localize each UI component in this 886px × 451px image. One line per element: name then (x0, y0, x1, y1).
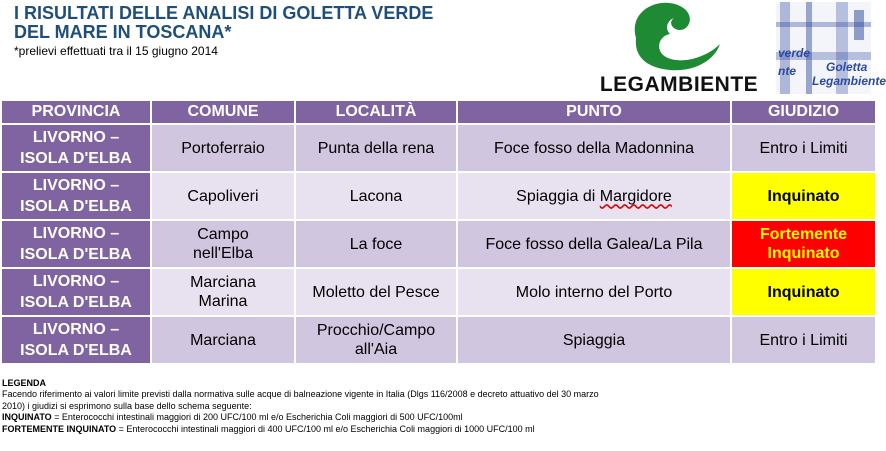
cell-provincia: LIVORNO – ISOLA D'ELBA (2, 173, 150, 219)
table-row (2, 317, 875, 363)
swan-icon (598, 0, 760, 74)
badge-text-verde: verde (778, 46, 811, 60)
header-giudizio: GIUDIZIO (732, 101, 875, 123)
logo-text: LEGAMBIENTE (599, 73, 759, 96)
cell-localita: Punta della rena (296, 125, 456, 171)
cell-punto: Spiaggia (458, 317, 730, 363)
cell-localita: Procchio/Campo all'Aia (296, 317, 456, 363)
header-punto: PUNTO (458, 101, 730, 123)
badge-text-nte: nte (778, 64, 796, 78)
badge-text-legambiente: Legambiente (812, 74, 886, 88)
legend-fortemente-inquinato: FORTEMENTE INQUINATO = Enterococchi intestinali maggiori di 400 UFC/100 ml e/o Escherichia Coli maggiori di 1000 UFC/100 ml (2, 423, 535, 434)
cell-giudizio-fortemente-inquinato: Fortemente Inquinato (732, 221, 875, 267)
cell-provincia: LIVORNO – ISOLA D'ELBA (2, 269, 150, 315)
subtitle: *prelievi effettuati tra il 15 giugno 2014 (14, 44, 218, 58)
cell-provincia: LIVORNO – ISOLA D'ELBA (2, 221, 150, 267)
cell-giudizio: Entro i Limiti (732, 317, 875, 363)
table-row (2, 173, 875, 219)
cell-localita: Moletto del Pesce (296, 269, 456, 315)
header-localita: LOCALITÀ (296, 101, 456, 123)
title-line-2: DEL MARE IN TOSCANA* (14, 22, 232, 42)
cell-provincia: LIVORNO – ISOLA D'ELBA (2, 317, 150, 363)
legend-text-1: Facendo riferimento ai valori limite previsti dalla normativa sulle acque di balneazione vigente in Italia (Dlgs 116/2008 e decreto attuativo del 30 marzo (2, 389, 599, 400)
legend-inquinato: INQUINATO = Enterococchi intestinali maggiori di 200 UFC/100 ml e/o Escherichia Coli maggiori di 500 UFC/100ml (2, 412, 463, 423)
cell-punto: Foce fosso della Madonnina (458, 125, 730, 171)
cell-comune: Portoferraio (152, 125, 294, 171)
legend-text-2: 2010) i giudizi si esprimono sulla base dello schema seguente: (2, 400, 252, 411)
goletta-verde-badge (776, 2, 886, 94)
legend (2, 378, 870, 435)
cell-punto: Spiaggia di Margidore (458, 173, 730, 219)
cell-provincia: LIVORNO – ISOLA D'ELBA (2, 125, 150, 171)
cell-giudizio-inquinato: Inquinato (732, 269, 875, 315)
cell-punto: Molo interno del Porto (458, 269, 730, 315)
cell-localita: Lacona (296, 173, 456, 219)
header-comune: COMUNE (152, 101, 294, 123)
table-header-row (2, 101, 875, 123)
cell-giudizio: Entro i Limiti (732, 125, 875, 171)
cell-comune: Capoliveri (152, 173, 294, 219)
title-line-1: I RISULTATI DELLE ANALISI DI GOLETTA VERDE (14, 3, 434, 23)
cell-punto: Foce fosso della Galea/La Pila (458, 221, 730, 267)
cell-localita: La foce (296, 221, 456, 267)
table-row (2, 125, 875, 171)
page-title (14, 4, 433, 42)
cell-giudizio-inquinato: Inquinato (732, 173, 875, 219)
cell-comune: Campo nell'Elba (152, 221, 294, 267)
table-row (2, 269, 875, 315)
table-row (2, 221, 875, 267)
legambiente-logo (598, 0, 760, 96)
legend-title: LEGENDA (2, 378, 47, 388)
badge-text-goletta: Goletta (826, 60, 868, 74)
results-table (0, 99, 877, 365)
header-provincia: PROVINCIA (2, 101, 150, 123)
cell-comune: Marciana (152, 317, 294, 363)
cell-comune: Marciana Marina (152, 269, 294, 315)
